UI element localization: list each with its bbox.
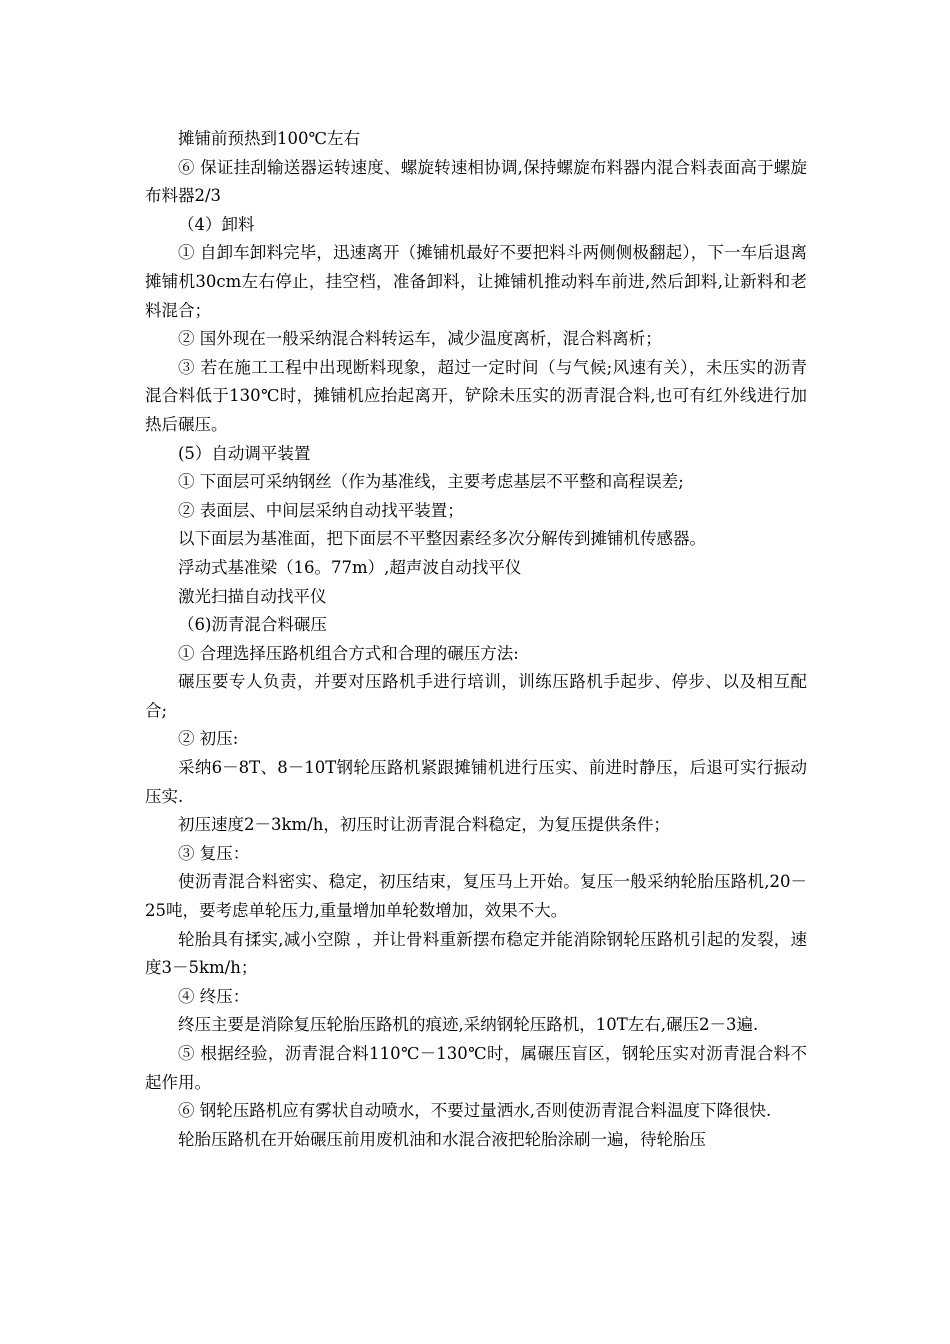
section-heading: （4）卸料 xyxy=(178,214,255,234)
paragraph: ⑥ 钢轮压路机应有雾状自动喷水，不要过量洒水,否则使沥青混合料温度下降很快. xyxy=(178,1101,772,1121)
section-heading: (5）自动调平装置 xyxy=(178,443,311,463)
paragraph: ⑥ 保证挂刮输送器运转速度、螺旋转速相协调,保持螺旋布料器内混合料表面高于螺旋布料器2/3 xyxy=(145,157,807,206)
paragraph: 终压主要是消除复压轮胎压路机的痕迹,采纳钢轮压路机，10T左右,碾压2－3遍. xyxy=(178,1015,759,1035)
paragraph: 轮胎具有揉实,减小空隙 ，并让骨料重新摆布稳定并能消除钢轮压路机引起的发裂，速度3－5km/h； xyxy=(145,929,807,978)
paragraph: 碾压要专人负责，并要对压路机手进行培训，训练压路机手起步、停步、以及相互配合; xyxy=(145,672,807,720)
paragraph: ② 国外现在一般采纳混合料转运车，减少温度离析，混合料离析； xyxy=(178,329,662,349)
paragraph: 激光扫描自动找平仪 xyxy=(178,586,327,606)
paragraph: 使沥青混合料密实、稳定，初压结束，复压马上开始。复压一般采纳轮胎压路机,20－25吨，要考虑单轮压力,重量增加单轮数增加，效果不大。 xyxy=(145,872,807,921)
paragraph: ⑤ 根据经验，沥青混合料110℃－130℃时，属碾压盲区，钢轮压实对沥青混合料不起作用。 xyxy=(145,1044,807,1092)
paragraph: ③ 若在施工工程中出现断料现象，超过一定时间（与气候;风速有关），未压实的沥青混合料低于130℃时，摊铺机应抬起离开，铲除未压实的沥青混合料,也可有红外线进行加热后碾压。 xyxy=(145,357,807,434)
paragraph: ② 表面层、中间层采纳自动找平装置； xyxy=(178,500,464,520)
paragraph: 摊铺前预热到100℃左右 xyxy=(178,129,360,148)
paragraph: ① 合理选择压路机组合方式和合理的碾压方法: xyxy=(178,643,519,663)
document-body xyxy=(145,125,807,1154)
paragraph: ① 下面层可采纳钢丝（作为基准线，主要考虑基层不平整和高程误差; xyxy=(178,472,684,492)
paragraph: ③ 复压： xyxy=(178,843,250,863)
paragraph: 以下面层为基准面，把下面层不平整因素经多次分解传到摊铺机传感器。 xyxy=(178,529,706,549)
paragraph: 轮胎压路机在开始碾压前用废机油和水混合液把轮胎涂刷一遍，待轮胎压 xyxy=(178,1129,706,1149)
section-heading: （6)沥青混合料碾压 xyxy=(178,615,327,635)
paragraph: ④ 终压： xyxy=(178,986,250,1006)
paragraph: ① 自卸车卸料完毕，迅速离开（摊铺机最好不要把料斗两侧侧极翻起），下一车后退离摊铺机30cm左右停止，挂空档，准备卸料，让摊铺机推动料车前进,然后卸料,让新料和老料混合； xyxy=(145,243,807,320)
paragraph: ② 初压: xyxy=(178,729,239,749)
paragraph: 浮动式基准梁（16。77m）,超声波自动找平仪 xyxy=(178,557,522,577)
paragraph: 采纳6－8T、8－10T钢轮压路机紧跟摊铺机进行压实、前进时静压，后退可实行振动压实. xyxy=(145,758,807,806)
paragraph: 初压速度2－3km/h，初压时让沥青混合料稳定，为复压提供条件； xyxy=(178,815,670,835)
